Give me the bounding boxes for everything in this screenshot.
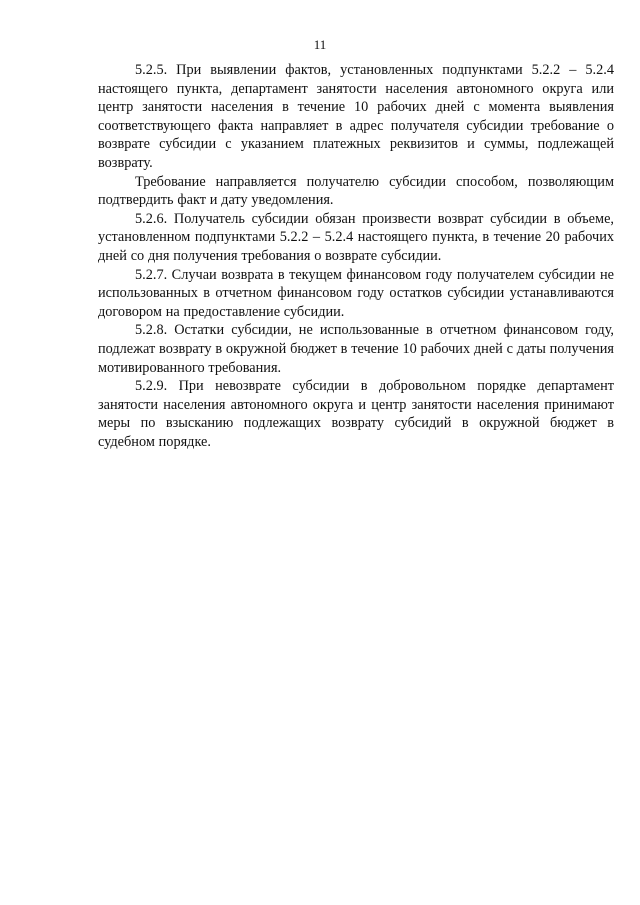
page-number: 11	[313, 37, 327, 52]
paragraph-5-2-7: 5.2.7. Случаи возврата в текущем финансовом году получателем субсидии не использованных в отчетном финансовом году остатков субсидии устанавливаются договором на предоставление субсидии.	[98, 266, 614, 320]
paragraph-5-2-5: 5.2.5. При выявлении фактов, установленных подпунктами 5.2.2 – 5.2.4 настоящего пункта, департамент занятости населения автономного округа или центр занятости населения в течение 10 рабочих дней с момента выявления соответствующего факта направляет в адрес получателя субсидии требование о возврате субсидии с указанием платежных реквизитов и суммы, подлежащей возврату.	[98, 62, 614, 171]
paragraph-5-2-9: 5.2.9. При невозврате субсидии в добровольном порядке департамент занятости населения автономного округа и центр занятости населения принимают меры по взысканию подлежащих возврату субсидий в окружной бюджет в судебном порядке.	[98, 378, 614, 450]
paragraph-5-2-6: 5.2.6. Получатель субсидии обязан произвести возврат субсидии в объеме, установленном подпунктами 5.2.2 – 5.2.4 настоящего пункта, в течение 20 рабочих дней со дня получения требования о возврате субсидии.	[98, 210, 614, 264]
paragraph-notice-method: Требование направляется получателю субсидии способом, позволяющим подтвердить факт и дату уведомления.	[98, 173, 614, 209]
document-body	[98, 61, 614, 451]
paragraph-5-2-8: 5.2.8. Остатки субсидии, не использованные в отчетном финансовом году, подлежат возврату в окружной бюджет в течение 10 рабочих дней с даты получения мотивированного требования.	[98, 322, 614, 376]
